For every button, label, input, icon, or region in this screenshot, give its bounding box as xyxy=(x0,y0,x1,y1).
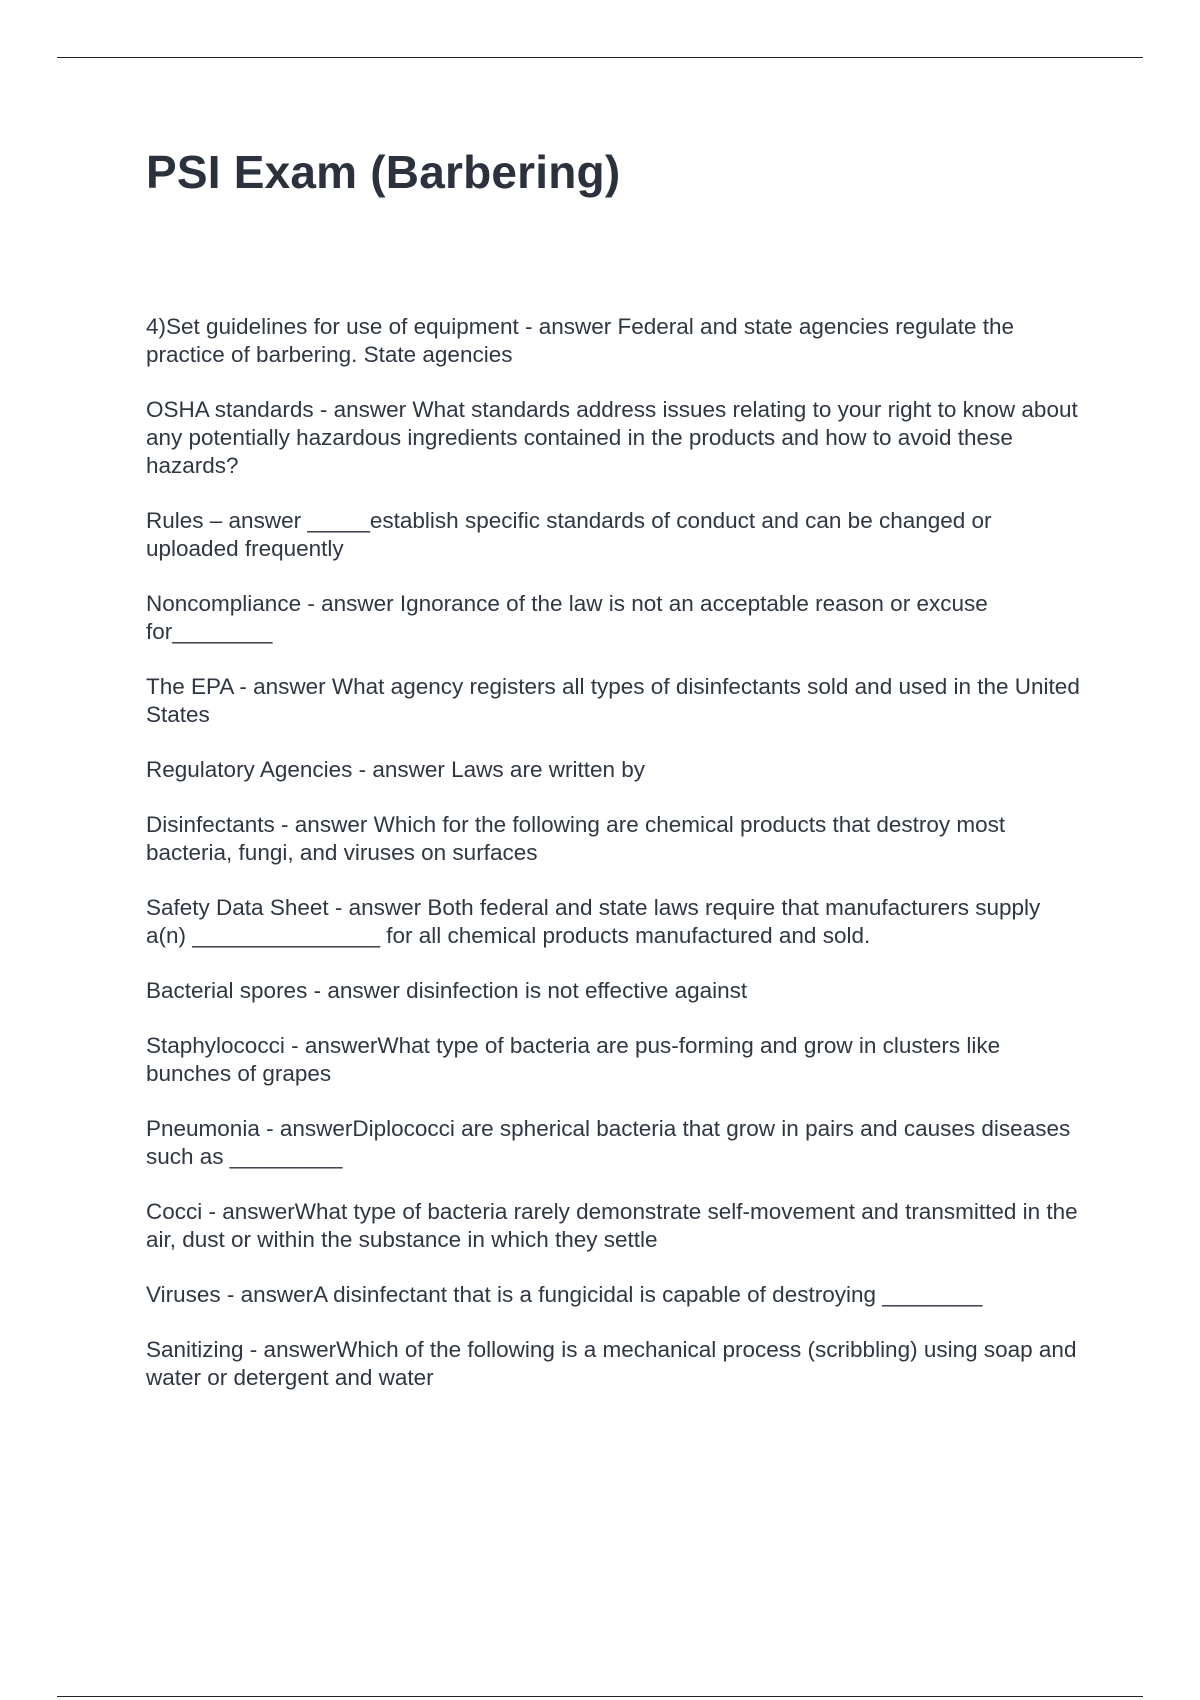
qa-item: Noncompliance - answer Ignorance of the law is not an acceptable reason or excuse for________ xyxy=(146,591,988,644)
qa-item: Disinfectants - answer Which for the following are chemical products that destroy most bacteria, fungi, and viruses on surfaces xyxy=(146,812,1006,865)
qa-item: The EPA - answer What agency registers all types of disinfectants sold and used in the United States xyxy=(146,674,1080,727)
qa-item: Safety Data Sheet - answer Both federal and state laws require that manufacturers supply a(n) _______________ for all chemical products manufactured and sold. xyxy=(146,895,1041,948)
qa-item: Cocci - answerWhat type of bacteria rarely demonstrate self-movement and transmitted in the air, dust or within the substance in which they settle xyxy=(146,1199,1078,1252)
page-title: PSI Exam (Barbering) xyxy=(146,146,621,198)
qa-item: Sanitizing - answerWhich of the following is a mechanical process (scribbling) using soap and water or detergent and water xyxy=(146,1337,1077,1390)
qa-item: Bacterial spores - answer disinfection is not effective against xyxy=(146,978,748,1003)
qa-item: 4)Set guidelines for use of equipment - answer Federal and state agencies regulate the practice of barbering. State agencies xyxy=(146,314,1015,367)
qa-item: Rules – answer _____establish specific standards of conduct and can be changed or uploaded frequently xyxy=(146,508,992,561)
bottom-divider xyxy=(57,1696,1143,1697)
qa-item: Staphylococci - answerWhat type of bacteria are pus-forming and grow in clusters like bunches of grapes xyxy=(146,1033,1001,1086)
qa-list xyxy=(146,313,1086,1419)
qa-item: Regulatory Agencies - answer Laws are written by xyxy=(146,757,645,782)
qa-item: Pneumonia - answerDiplococci are spherical bacteria that grow in pairs and causes diseases such as _________ xyxy=(146,1116,1071,1169)
qa-item: Viruses - answerA disinfectant that is a fungicidal is capable of destroying ________ xyxy=(146,1282,983,1307)
top-divider xyxy=(57,57,1143,58)
qa-item: OSHA standards - answer What standards address issues relating to your right to know about any potentially hazardous ingredients contained in the products and how to avoid these hazards? xyxy=(146,397,1078,478)
